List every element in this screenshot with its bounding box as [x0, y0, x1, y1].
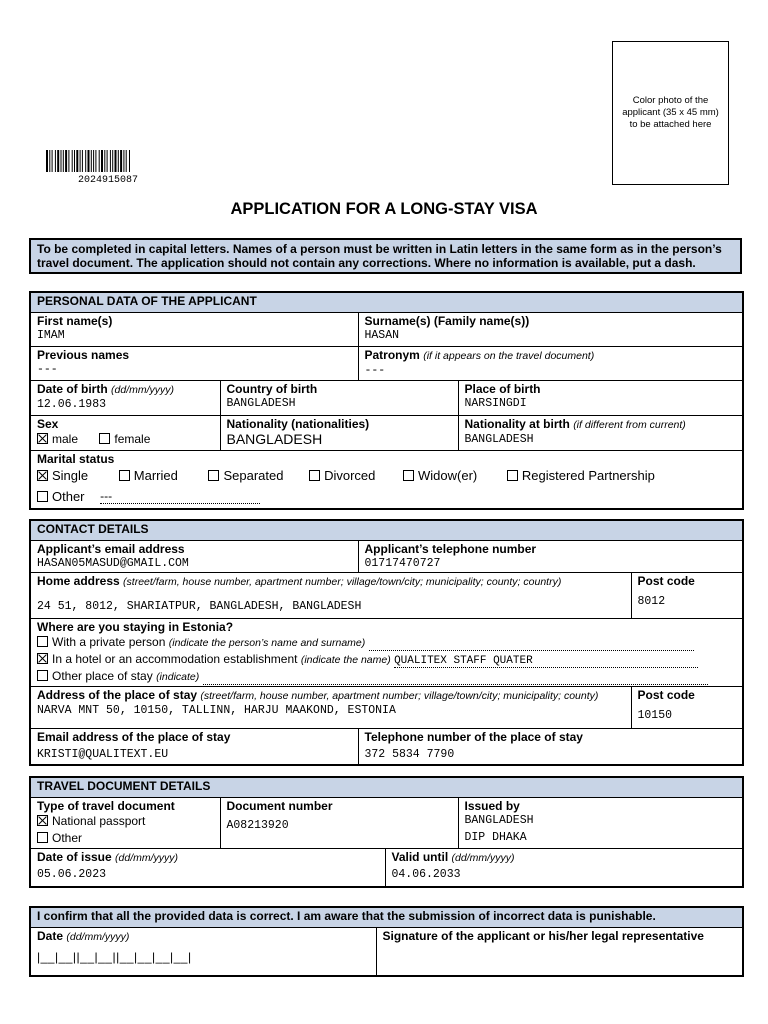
sex-male-option[interactable]: [37, 432, 78, 446]
valid-until-value: 04.06.2033: [391, 868, 461, 881]
valid-until-hint: (dd/mm/yyyy): [451, 852, 515, 864]
partnership-label: Registered Partnership: [521, 468, 655, 483]
other-stay-hint: (indicate): [156, 671, 200, 683]
divorced-checkbox[interactable]: [309, 470, 320, 481]
home-address-label: Home address: [37, 574, 120, 588]
other-document-checkbox[interactable]: [37, 832, 48, 843]
previous-names-label: Previous names: [37, 348, 130, 362]
confirm-date-field[interactable]: [30, 928, 376, 976]
stay-address-value: NARVA MNT 50, 10150, TALLINN, HARJU MAAKOND, ESTONIA: [37, 704, 396, 717]
widow-checkbox[interactable]: [403, 470, 414, 481]
phone-label: Applicant’s telephone number: [364, 542, 537, 556]
confirmation-text: I confirm that all the provided data is correct. I am aware that the submission of incorrect data is punishable.: [30, 907, 743, 928]
other-marital-input[interactable]: ---: [100, 489, 260, 504]
married-checkbox[interactable]: [119, 470, 130, 481]
instructions-box: [29, 238, 742, 274]
home-address-value: 24 51, 8012, SHARIATPUR, BANGLADESH, BANGLADESH: [37, 600, 362, 613]
marital-married-option[interactable]: [119, 468, 178, 483]
document-number-field[interactable]: [220, 798, 458, 849]
stay-phone-label: Telephone number of the place of stay: [364, 730, 583, 744]
dob-hint: (dd/mm/yyyy): [111, 384, 175, 396]
email-label: Applicant’s email address: [37, 542, 185, 556]
issued-by-field[interactable]: [458, 798, 743, 849]
nationality-value: BANGLADESH: [226, 431, 323, 447]
hotel-input[interactable]: QUALITEX STAFF QUATER: [394, 655, 698, 668]
other-marital-label: Other: [52, 489, 85, 504]
surname-field[interactable]: [358, 313, 743, 347]
marital-status-field: [30, 451, 743, 509]
sex-label: Sex: [37, 417, 59, 431]
marital-separated-option[interactable]: [208, 468, 283, 483]
widow-label: Widow(er): [418, 468, 478, 483]
home-post-code-label: Post code: [637, 574, 695, 588]
divorced-label: Divorced: [324, 468, 376, 483]
signature-label: Signature of the applicant or his/her legal representative: [382, 929, 704, 943]
nationality-birth-value: BANGLADESH: [464, 433, 534, 446]
hotel-hint: (indicate the name): [300, 654, 391, 666]
issue-date-value: 05.06.2023: [37, 868, 107, 881]
female-checkbox[interactable]: [99, 433, 110, 444]
stay-address-hint: (street/farm, house number, apartment number; village/town/city; municipality; county): [200, 690, 599, 702]
married-label: Married: [133, 468, 178, 483]
sex-female-option[interactable]: [99, 432, 150, 446]
country-of-birth-label: Country of birth: [226, 382, 318, 396]
stay-post-code-field[interactable]: [631, 687, 743, 729]
partnership-checkbox[interactable]: [507, 470, 518, 481]
stay-address-label: Address of the place of stay: [37, 688, 198, 702]
other-stay-input[interactable]: [203, 684, 708, 685]
stay-email-label: Email address of the place of stay: [37, 730, 231, 744]
patronym-hint: (if it appears on the travel document): [423, 350, 595, 362]
patronym-value: ---: [364, 364, 386, 377]
barcode-number: 2024915087: [78, 175, 139, 186]
email-value: HASAN05MASUD@GMAIL.COM: [37, 557, 189, 570]
travel-header: TRAVEL DOCUMENT DETAILS: [30, 777, 743, 798]
page-title: APPLICATION FOR A LONG-STAY VISA: [230, 200, 538, 218]
nationality-birth-hint: (if different from current): [573, 419, 686, 431]
passport-label: National passport: [52, 814, 146, 828]
stay-phone-value: 372 5834 7790: [364, 748, 455, 761]
phone-value: 01717470727: [364, 557, 441, 570]
photo-instruction: Color photo of the applicant (35 x 45 mm) to be attached here: [622, 95, 719, 130]
valid-until-label: Valid until: [391, 850, 449, 864]
confirmation-section: [29, 906, 744, 977]
staying-label: Where are you staying in Estonia?: [37, 620, 234, 634]
patronym-label: Patronym: [364, 348, 420, 362]
issue-date-label: Date of issue: [37, 850, 112, 864]
first-name-value: IMAM: [37, 329, 65, 342]
dob-value: 12.06.1983: [37, 398, 107, 411]
dob-label: Date of birth: [37, 382, 108, 396]
issued-by-value-1: BANGLADESH: [464, 814, 534, 827]
marital-status-label: Marital status: [37, 452, 115, 466]
male-label: male: [52, 432, 79, 446]
confirm-date-label: Date: [37, 929, 64, 943]
other-marital-checkbox[interactable]: [37, 491, 48, 502]
document-type-field: [30, 798, 220, 849]
barcode-image: [46, 150, 186, 172]
signature-field[interactable]: [376, 928, 743, 976]
marital-partnership-option[interactable]: [507, 468, 655, 483]
stay-phone-field[interactable]: [358, 729, 743, 765]
passport-checkbox[interactable]: [37, 815, 48, 826]
valid-until-field[interactable]: [385, 849, 743, 887]
private-person-hint: (indicate the person’s name and surname): [168, 637, 366, 649]
passport-option[interactable]: [37, 813, 214, 830]
country-of-birth-field[interactable]: [220, 381, 458, 416]
issued-by-label: Issued by: [464, 799, 520, 813]
hotel-label: In a hotel or an accommodation establishment: [52, 652, 298, 666]
stay-post-code-value: 10150: [637, 709, 673, 722]
home-address-hint: (street/farm, house number, apartment number; village/town/city; municipality; county; country): [123, 576, 562, 588]
personal-data-section: [29, 291, 744, 510]
marital-divorced-option[interactable]: [309, 468, 375, 483]
dob-field[interactable]: [30, 381, 220, 416]
first-name-label: First name(s): [37, 314, 113, 328]
place-of-birth-label: Place of birth: [464, 382, 541, 396]
confirm-date-hint: (dd/mm/yyyy): [66, 931, 130, 943]
country-of-birth-value: BANGLADESH: [226, 397, 296, 410]
patronym-field[interactable]: [358, 347, 743, 381]
home-post-code-field[interactable]: [631, 573, 743, 619]
nationality-birth-field[interactable]: [458, 416, 743, 451]
stay-email-value: KRISTI@QUALITEXT.EU: [37, 748, 169, 761]
stay-post-code-label: Post code: [637, 688, 695, 702]
sex-field: [30, 416, 220, 451]
private-person-checkbox[interactable]: [37, 636, 48, 647]
marital-other-option[interactable]: [37, 489, 85, 504]
female-label: female: [114, 432, 151, 446]
first-name-field[interactable]: [30, 313, 358, 347]
home-post-code-value: 8012: [637, 595, 666, 608]
surname-label: Surname(s) (Family name(s)): [364, 314, 530, 328]
issue-date-field[interactable]: [30, 849, 385, 887]
staying-field: [30, 619, 743, 687]
marital-single-option[interactable]: [37, 468, 88, 483]
contact-header: CONTACT DETAILS: [30, 520, 743, 541]
separated-checkbox[interactable]: [208, 470, 219, 481]
issued-by-value-2: DIP DHAKA: [464, 831, 527, 844]
email-field[interactable]: [30, 541, 358, 573]
hotel-checkbox[interactable]: [37, 653, 48, 664]
personal-data-header: PERSONAL DATA OF THE APPLICANT: [30, 292, 743, 313]
male-checkbox[interactable]: [37, 433, 48, 444]
stay-email-field[interactable]: [30, 729, 358, 765]
surname-value: HASAN: [364, 329, 400, 342]
instructions-text: To be completed in capital letters. Names of a person must be written in Latin letters in the same form as in the person’s travel document. The application should not contain any corrections. Where no information is available, put a dash.: [30, 239, 741, 273]
document-number-label: Document number: [226, 799, 333, 813]
other-document-label: Other: [52, 831, 83, 845]
other-document-option[interactable]: [37, 830, 214, 847]
place-of-birth-field[interactable]: [458, 381, 743, 416]
nationality-label: Nationality (nationalities): [226, 417, 370, 431]
nationality-field[interactable]: [220, 416, 458, 451]
document-type-label: Type of travel document: [37, 799, 175, 813]
stay-address-field[interactable]: [30, 687, 631, 729]
single-label: Single: [52, 468, 89, 483]
confirm-date-boxes: |__|__||__|__||__|__|__|__|: [37, 950, 192, 964]
document-number-value: A08213920: [226, 819, 289, 832]
other-stay-label: Other place of stay: [52, 669, 153, 683]
home-address-field[interactable]: [30, 573, 631, 619]
contact-details-section: [29, 519, 744, 766]
nationality-birth-label: Nationality at birth: [464, 417, 570, 431]
other-stay-checkbox[interactable]: [37, 670, 48, 681]
issue-date-hint: (dd/mm/yyyy): [115, 852, 179, 864]
phone-field[interactable]: [358, 541, 743, 573]
previous-names-field[interactable]: [30, 347, 358, 381]
separated-label: Separated: [223, 468, 284, 483]
private-person-label: With a private person: [52, 635, 166, 649]
single-checkbox[interactable]: [37, 470, 48, 481]
marital-widow-option[interactable]: [403, 468, 477, 483]
photo-box: [612, 41, 729, 185]
travel-document-section: [29, 776, 744, 888]
place-of-birth-value: NARSINGDI: [464, 397, 527, 410]
previous-names-value: ---: [37, 363, 58, 376]
